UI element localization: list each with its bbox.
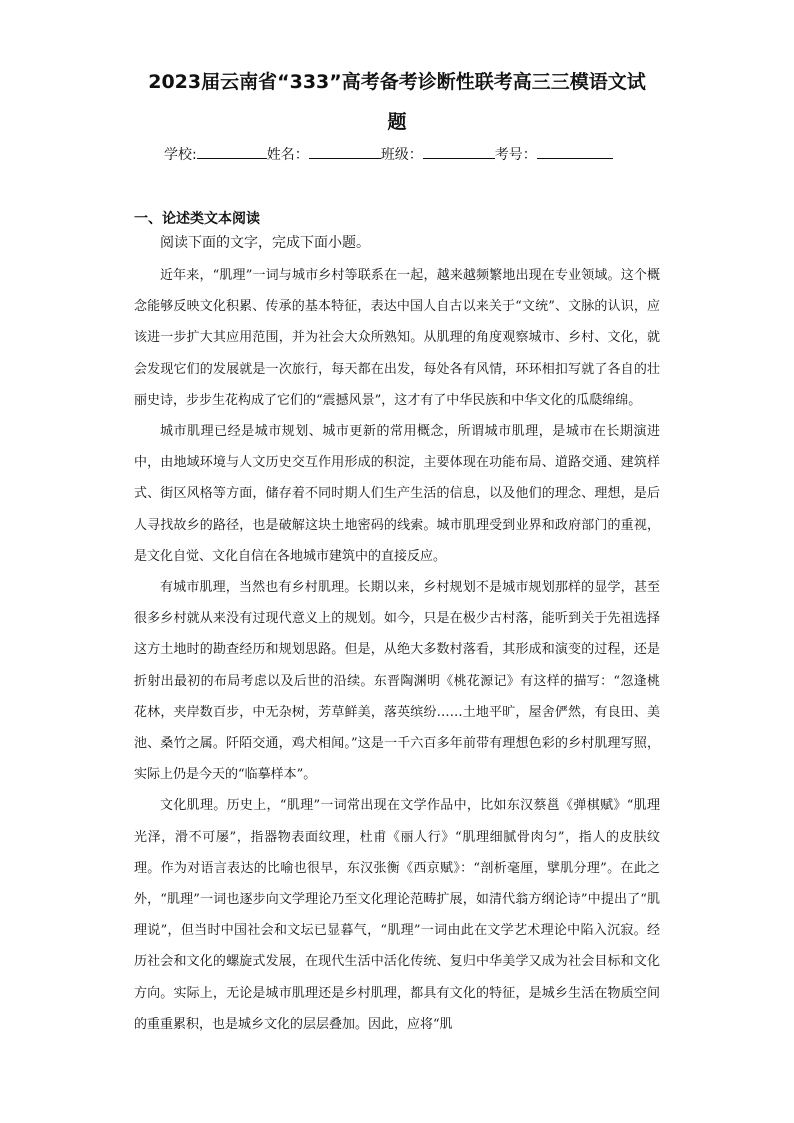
passage-body bbox=[134, 260, 660, 1040]
passage-paragraph-4 bbox=[134, 790, 660, 1040]
id-blank[interactable] bbox=[537, 146, 613, 159]
paragraph-text: 文化肌理。历史上，“肌理”一词常出现在文学作品中，比如东汉蔡邕《弹棋赋》“肌理光泽，滑不可屡”，指器物表面纹理，杜甫《丽人行》“肌理细腻骨肉匀”，指人的皮肤纹理。作为对语言表达的比喻也很早，东汉张衡《西京赋》：“剖析毫厘，擘肌分理”。在此之外，“肌理”一词也逐步向文学理论乃至文化理论范畴扩展，如清代翁方纲论诗”中提出了“肌理说”，但当时中国社会和文坛已显暮气，“肌理”一词由此在文学艺术理论中陷入沉寂。经历社会和文化的螺旋式发展，在现代生活中活化传统、复归中华美学又成为社会目标和文化方向。实际上，无论是城市肌理还是乡村肌理，都具有文化的特征，是城乡生活在物质空间的重重累积，也是城乡文化的层层叠加。因此，应将“肌 bbox=[134, 798, 660, 1032]
exam-title-line2: 题 bbox=[387, 111, 407, 133]
exam-title bbox=[120, 62, 674, 142]
class-blank[interactable] bbox=[423, 146, 495, 159]
paragraph-text: 近年来，“肌理”一词与城市乡村等联系在一起，越来越频繁地出现在专业领域。这个概念能够反映文化积累、传承的基本特征，表达中国人自古以来关于“文统”、文脉的认识，应该进一步扩大其应用范围，并为社会大众所熟知。从肌理的角度观察城市、乡村、文化，就会发现它们的发展就是一次旅行，每天都在出发，每处各有风情，环环相扣写就了各自的壮丽史诗，步步生花构成了它们的“震撼风景”，这才有了中华民族和中华文化的瓜瓞绵绵。 bbox=[134, 268, 660, 408]
school-blank[interactable] bbox=[197, 146, 267, 159]
school-label: 学校: bbox=[164, 147, 197, 163]
section-heading: 一、论述类文本阅读 bbox=[134, 211, 260, 227]
paragraph-text: 城市肌理已经是城市规划、城市更新的常用概念，所谓城市肌理，是城市在长期演进中，由地域环境与人文历史交互作用形成的积淀，主要体现在功能布局、道路交通、建筑样式、街区风格等方面，储存着不同时期人们生产生活的信息，以及他们的理念、理想，是后人寻找故乡的路径，也是破解这块土地密码的线索。城市肌理受到业界和政府部门的重视，是文化自觉、文化自信在各地城市建筑中的直接反应。 bbox=[134, 424, 660, 564]
class-label: 班级： bbox=[380, 147, 423, 163]
passage-paragraph-2 bbox=[134, 416, 660, 572]
section-instruction: 阅读下面的文字，完成下面小题。 bbox=[160, 235, 370, 251]
id-label: 考号： bbox=[494, 147, 537, 163]
exam-title-line1: 2023届云南省“333”高考备考诊断性联考高三三模语文试 bbox=[148, 71, 646, 93]
student-info-row bbox=[164, 144, 613, 164]
name-label: 姓名： bbox=[266, 147, 309, 163]
name-blank[interactable] bbox=[309, 146, 381, 159]
passage-paragraph-3 bbox=[134, 572, 660, 790]
passage-paragraph-1 bbox=[134, 260, 660, 416]
paragraph-text: 有城市肌理，当然也有乡村肌理。长期以来，乡村规划不是城市规划那样的显学，甚至很多乡村就从来没有过现代意义上的规划。如今，只是在极少古村落，能听到关于先祖选择这方土地时的勘查经历和规划思路。但是，从绝大多数村落看，其形成和演变的过程，还是折射出最初的布局考虑以及后世的沿续。东晋陶渊明《桃花源记》有这样的描写：“忽逢桃花林，夹岸数百步，中无杂树，芳草鲜美，落英缤纷……土地平旷，屋舍俨然，有良田、美池、桑竹之属。阡陌交通，鸡犬相闻。”这是一千六百多年前带有理想色彩的乡村肌理写照，实际上仍是今天的“临摹样本”。 bbox=[134, 580, 660, 783]
